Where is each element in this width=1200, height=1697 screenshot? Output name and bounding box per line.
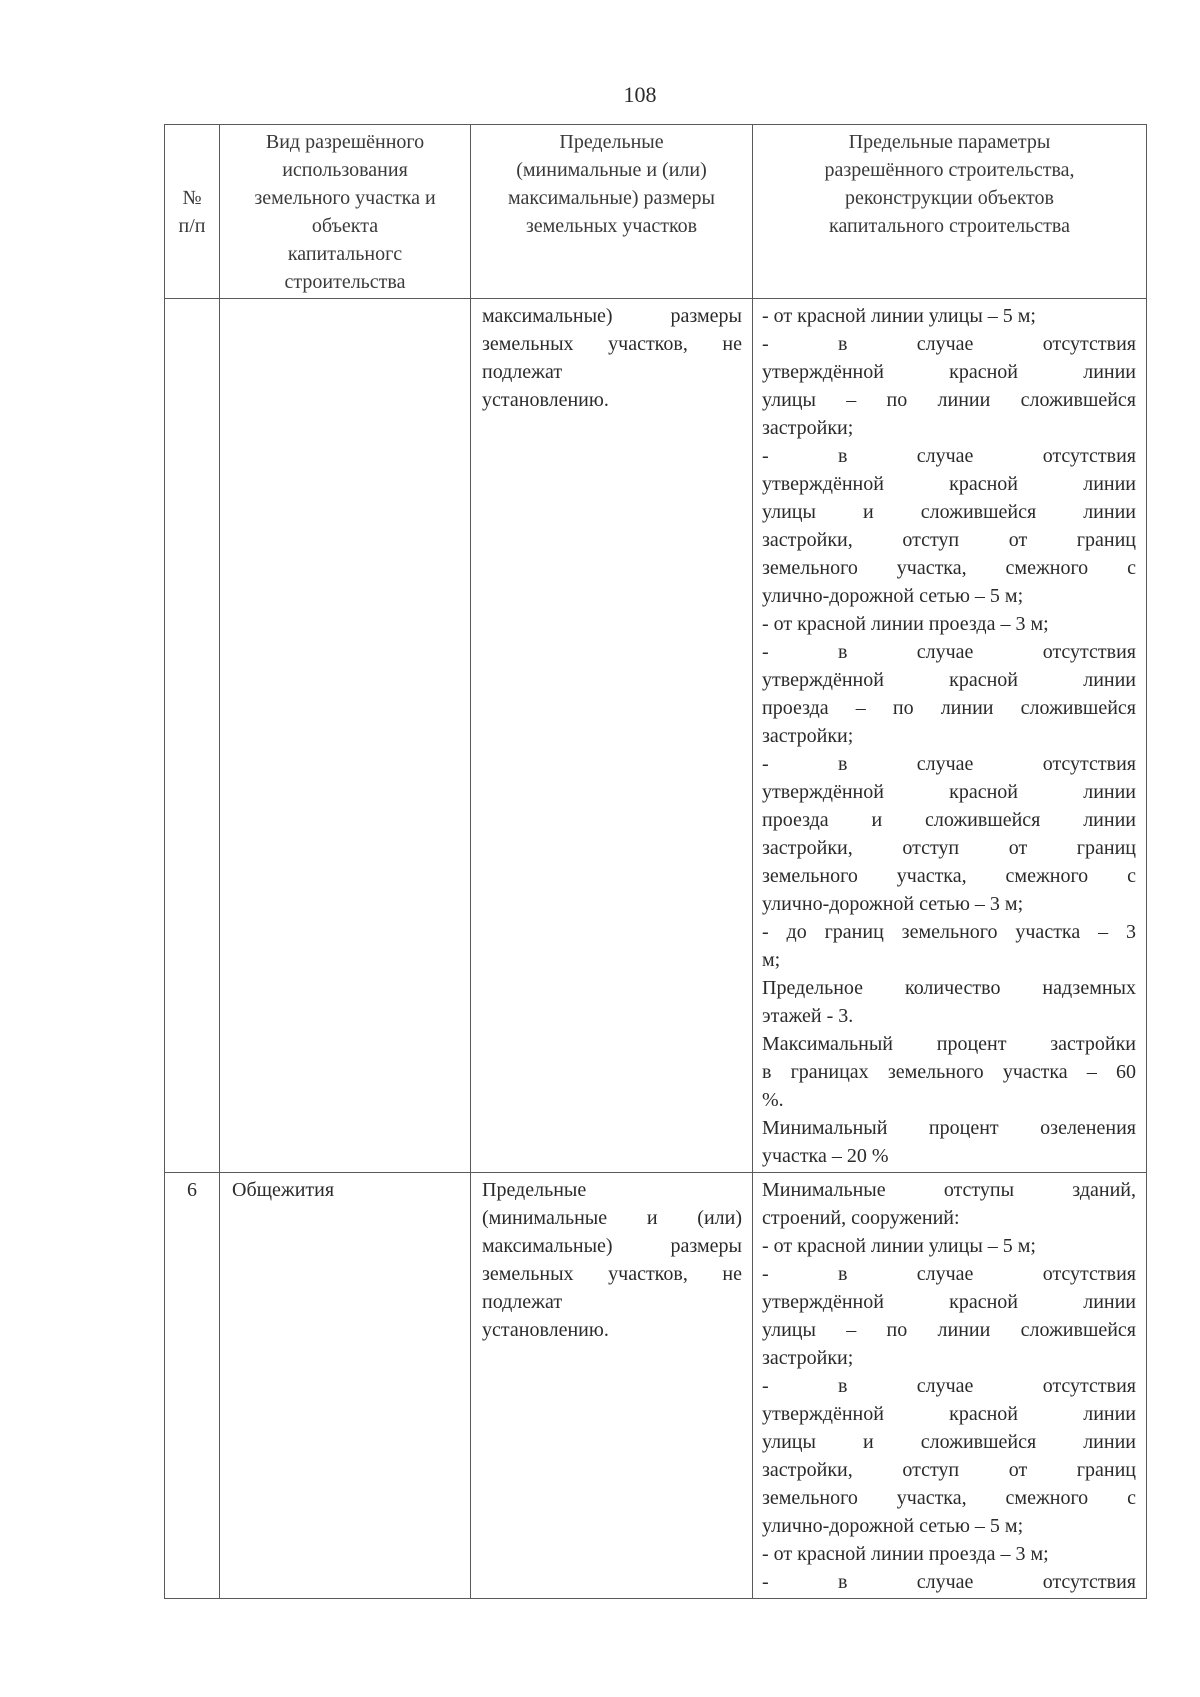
header-line: реконструкции объектов: [845, 187, 1054, 209]
text-line: земельных участков, не: [482, 333, 742, 355]
header-line: земельного участка и: [254, 187, 436, 209]
text-line: %.: [762, 1089, 784, 1111]
text-line: улично-дорожной сетью – 5 м;: [762, 585, 1024, 607]
header-use-type: [220, 125, 471, 299]
text-line: - до границ земельного участка – 3: [762, 921, 1136, 943]
header-line: капитального строительства: [829, 215, 1070, 237]
text-line: земельного участка, смежного с: [762, 557, 1136, 579]
table-header-row: [165, 125, 1147, 299]
text-line: улично-дорожной сетью – 3 м;: [762, 893, 1024, 915]
text-line: - в случае отсутствия: [762, 641, 1136, 663]
text-line: подлежат: [482, 1291, 563, 1313]
text-line: утверждённой красной линии: [762, 361, 1136, 383]
text-line: - от красной линии проезда – 3 м;: [762, 1543, 1049, 1565]
header-number: [165, 125, 220, 299]
text-line: утверждённой красной линии: [762, 669, 1136, 691]
text-line: установлению.: [482, 1319, 609, 1341]
header-line: разрешённого строительства,: [824, 159, 1075, 181]
text-line: земельного участка, смежного с: [762, 1487, 1136, 1509]
row-plot-sizes: [471, 299, 753, 1173]
text-line: земельного участка, смежного с: [762, 865, 1136, 887]
text-line: - в случае отсутствия: [762, 1571, 1136, 1593]
header-line: максимальные) размеры: [507, 187, 715, 209]
text-line: застройки, отступ от границ: [762, 837, 1136, 859]
text-line: улицы – по линии сложившейся: [762, 389, 1136, 411]
text-line: улицы – по линии сложившейся: [762, 1319, 1136, 1341]
row-plot-sizes: [471, 1173, 753, 1599]
text-line: - в случае отсутствия: [762, 445, 1136, 467]
regulations-table: [164, 124, 1147, 1599]
text-line: Предельное количество надземных: [762, 977, 1136, 999]
header-line: использования: [282, 159, 408, 181]
row-number: 6: [165, 1173, 220, 1599]
row-number: [165, 299, 220, 1173]
text-line: - в случае отсутствия: [762, 1375, 1136, 1397]
row-use-type: [220, 299, 471, 1173]
text-line: установлению.: [482, 389, 609, 411]
text-line: - в случае отсутствия: [762, 753, 1136, 775]
text-line: Минимальные отступы зданий,: [762, 1179, 1136, 1201]
text-line: м;: [762, 949, 781, 971]
header-number-text: № п/п: [178, 187, 206, 237]
header-line: строительства: [284, 271, 406, 293]
text-line: застройки, отступ от границ: [762, 1459, 1136, 1481]
header-line: Вид разрешённого: [265, 131, 425, 153]
text-line: (минимальные и (или): [482, 1207, 742, 1229]
text-line: земельных участков, не: [482, 1263, 742, 1285]
text-line: Максимальный процент застройки: [762, 1033, 1136, 1055]
text-line: застройки;: [762, 1347, 854, 1369]
row-use-type: Общежития: [220, 1173, 471, 1599]
text-line: подлежат: [482, 361, 563, 383]
text-line: застройки;: [762, 417, 854, 439]
text-line: участка – 20 %: [762, 1145, 889, 1167]
text-line: Предельные: [482, 1179, 587, 1201]
text-line: проезда и сложившейся линии: [762, 809, 1136, 831]
text-line: проезда – по линии сложившейся: [762, 697, 1136, 719]
text-line: строений, сооружений:: [762, 1207, 960, 1229]
text-line: максимальные) размеры: [482, 1235, 742, 1257]
text-line: этажей - 3.: [762, 1005, 854, 1027]
text-line: утверждённой красной линии: [762, 1403, 1136, 1425]
text-line: утверждённой красной линии: [762, 1291, 1136, 1313]
header-line: Предельные: [559, 131, 664, 153]
header-plot-sizes: [471, 125, 753, 299]
text-line: - от красной линии улицы – 5 м;: [762, 305, 1036, 327]
text-line: застройки, отступ от границ: [762, 529, 1136, 551]
text-line: улицы и сложившейся линии: [762, 501, 1136, 523]
table-row: [165, 299, 1147, 1173]
text-line: улично-дорожной сетью – 5 м;: [762, 1515, 1024, 1537]
text-line: утверждённой красной линии: [762, 781, 1136, 803]
text-line: - от красной линии улицы – 5 м;: [762, 1235, 1036, 1257]
header-line: (минимальные и (или): [516, 159, 707, 181]
table-row: [165, 1173, 1147, 1599]
text-line: - в случае отсутствия: [762, 1263, 1136, 1285]
header-line: капитальногс: [287, 243, 403, 265]
row-parameters: [753, 1173, 1147, 1599]
header-parameters: [753, 125, 1147, 299]
row-parameters: [753, 299, 1147, 1173]
header-line: Предельные параметры: [848, 131, 1051, 153]
text-line: - от красной линии проезда – 3 м;: [762, 613, 1049, 635]
header-line: объекта: [311, 215, 379, 237]
text-line: улицы и сложившейся линии: [762, 1431, 1136, 1453]
header-line: земельных участков: [525, 215, 698, 237]
text-line: максимальные) размеры: [482, 305, 742, 327]
text-line: - в случае отсутствия: [762, 333, 1136, 355]
text-line: застройки;: [762, 725, 854, 747]
page-number: 108: [623, 82, 657, 107]
text-line: Минимальный процент озеленения: [762, 1117, 1136, 1139]
text-line: в границах земельного участка – 60: [762, 1061, 1136, 1083]
text-line: утверждённой красной линии: [762, 473, 1136, 495]
